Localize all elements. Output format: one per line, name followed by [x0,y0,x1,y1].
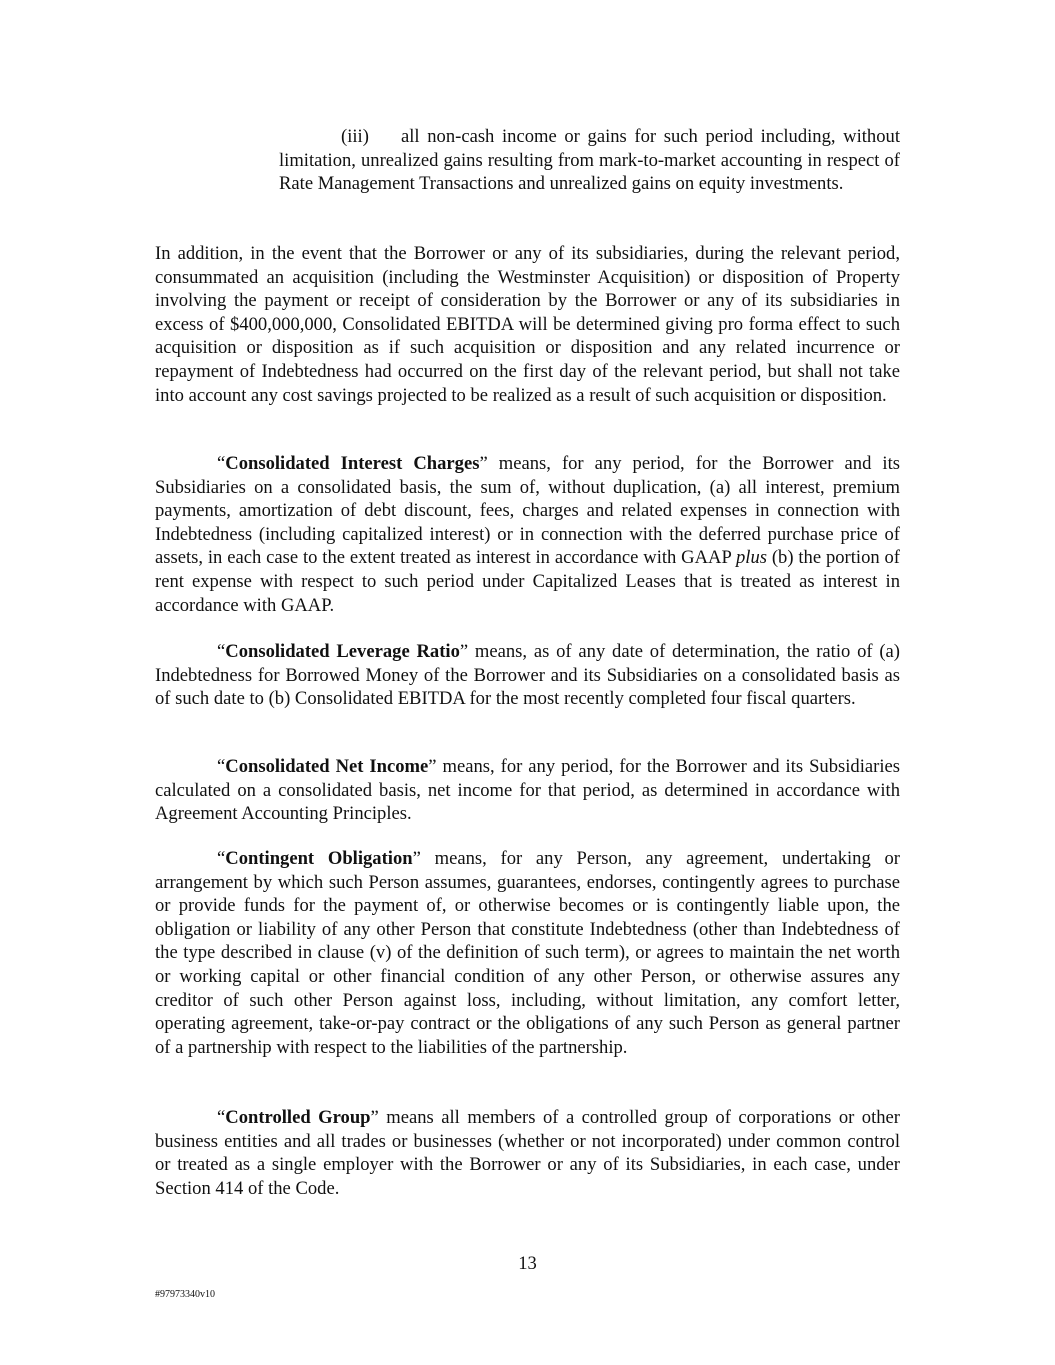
definition-text: means, as of any date of determination, the ratio of (a) Indebtedness for Borrowed Money of the Borrower and its Subsidiaries on a consolidated basis as of such date to (b) Consolidated EBITDA for the most recently completed four fiscal quarters. [155,641,900,710]
close-quote: ” [412,848,421,869]
defined-term: Consolidated Leverage Ratio [225,641,460,662]
open-quote: “ [217,848,226,869]
defined-term: Consolidated Net Income [225,756,429,777]
definition-consolidated-net-income [155,755,900,826]
definition-contingent-obligation [155,847,900,1059]
clause-iii-paragraph [279,125,900,196]
close-quote: ” [459,641,469,662]
definition-consolidated-leverage-ratio [155,640,900,711]
open-quote: “ [217,1107,226,1128]
open-quote: “ [217,641,226,662]
definition-consolidated-interest-charges [155,452,900,617]
clause-number: (iii) [341,126,369,147]
close-quote: ” [428,756,437,777]
close-quote: ” [370,1107,379,1128]
definition-text: means all members of a controlled group of corporations or other business entities and all trades or businesses (whether or not incorporated) under common control or treated as a single employer with the Borrower or any of its Subsidiaries, in each case, under Section 414 of the Code. [155,1107,900,1199]
open-quote: “ [217,453,226,474]
definition-text-continued: (b) the portion of rent expense with respect to such period under Capitalized Leases that is treated as interest in accordance with GAAP. [155,547,901,616]
clause-text: all non-cash income or gains for such period including, without limitation, unrealized gains resulting from mark-to-market accounting in respect of Rate Management Transactions and unrealized gains on equity investments. [279,126,900,195]
definition-controlled-group [155,1106,900,1200]
defined-term: Controlled Group [225,1107,371,1128]
page-number: 13 [518,1253,537,1274]
defined-term: Contingent Obligation [225,848,413,869]
open-quote: “ [217,756,226,777]
definition-text: means, for any period, for the Borrower and its Subsidiaries calculated on a consolidated basis, net income for that period, as determined in accordance with Agreement Accounting Principles. [155,756,900,825]
definition-text: means, for any period, for the Borrower and its Subsidiaries on a consolidated basis, the sum of, without duplication, (a) all interest, premium payments, amortization of debt discount, fees, charges and related expenses in connection with Indebtedness (including capitalized interest) or in connection with the deferred purchase price of assets, in each case to the extent treated as interest in accordance with GAAP [155,453,900,569]
addition-paragraph: In addition, in the event that the Borrower or any of its subsidiaries, during the relevant period, consummated an acquisition (including the Westminster Acquisition) or disposition of Property involving the payment or receipt of consideration by the Borrower or any of its subsidiaries in excess of $400,000,000, Consolidated EBITDA will be determined giving pro forma effect to such acquisition or disposition as if such acquisition or disposition and any related incurrence or repayment of Indebtedness had occurred on the first day of the relevant period, but shall not take into account any cost savings projected to be realized as a result of such acquisition or disposition. [155,243,900,406]
close-quote: ” [479,453,488,474]
definition-text: means, for any Person, any agreement, undertaking or arrangement by which such Person assumes, guarantees, endorses, contingently agrees to purchase or provide funds for the payment of, or otherwise becomes or is contingently liable upon, the obligation or liability of any other Person that constitute Indebtedness (other than Indebtedness of the type described in clause (v) of the definition of such term), or agrees to maintain the net worth or working capital or other financial condition of any other Person, or otherwise assures any creditor of such other Person against loss, including, without limitation, any comfort letter, operating agreement, take-or-pay contract or the obligations of any such Person as general partner of a partnership with respect to the liabilities of the partnership. [155,848,900,1058]
plus-italic: plus [735,547,767,569]
defined-term: Consolidated Interest Charges [225,453,480,474]
document-id: #97973340v10 [155,1289,215,1300]
